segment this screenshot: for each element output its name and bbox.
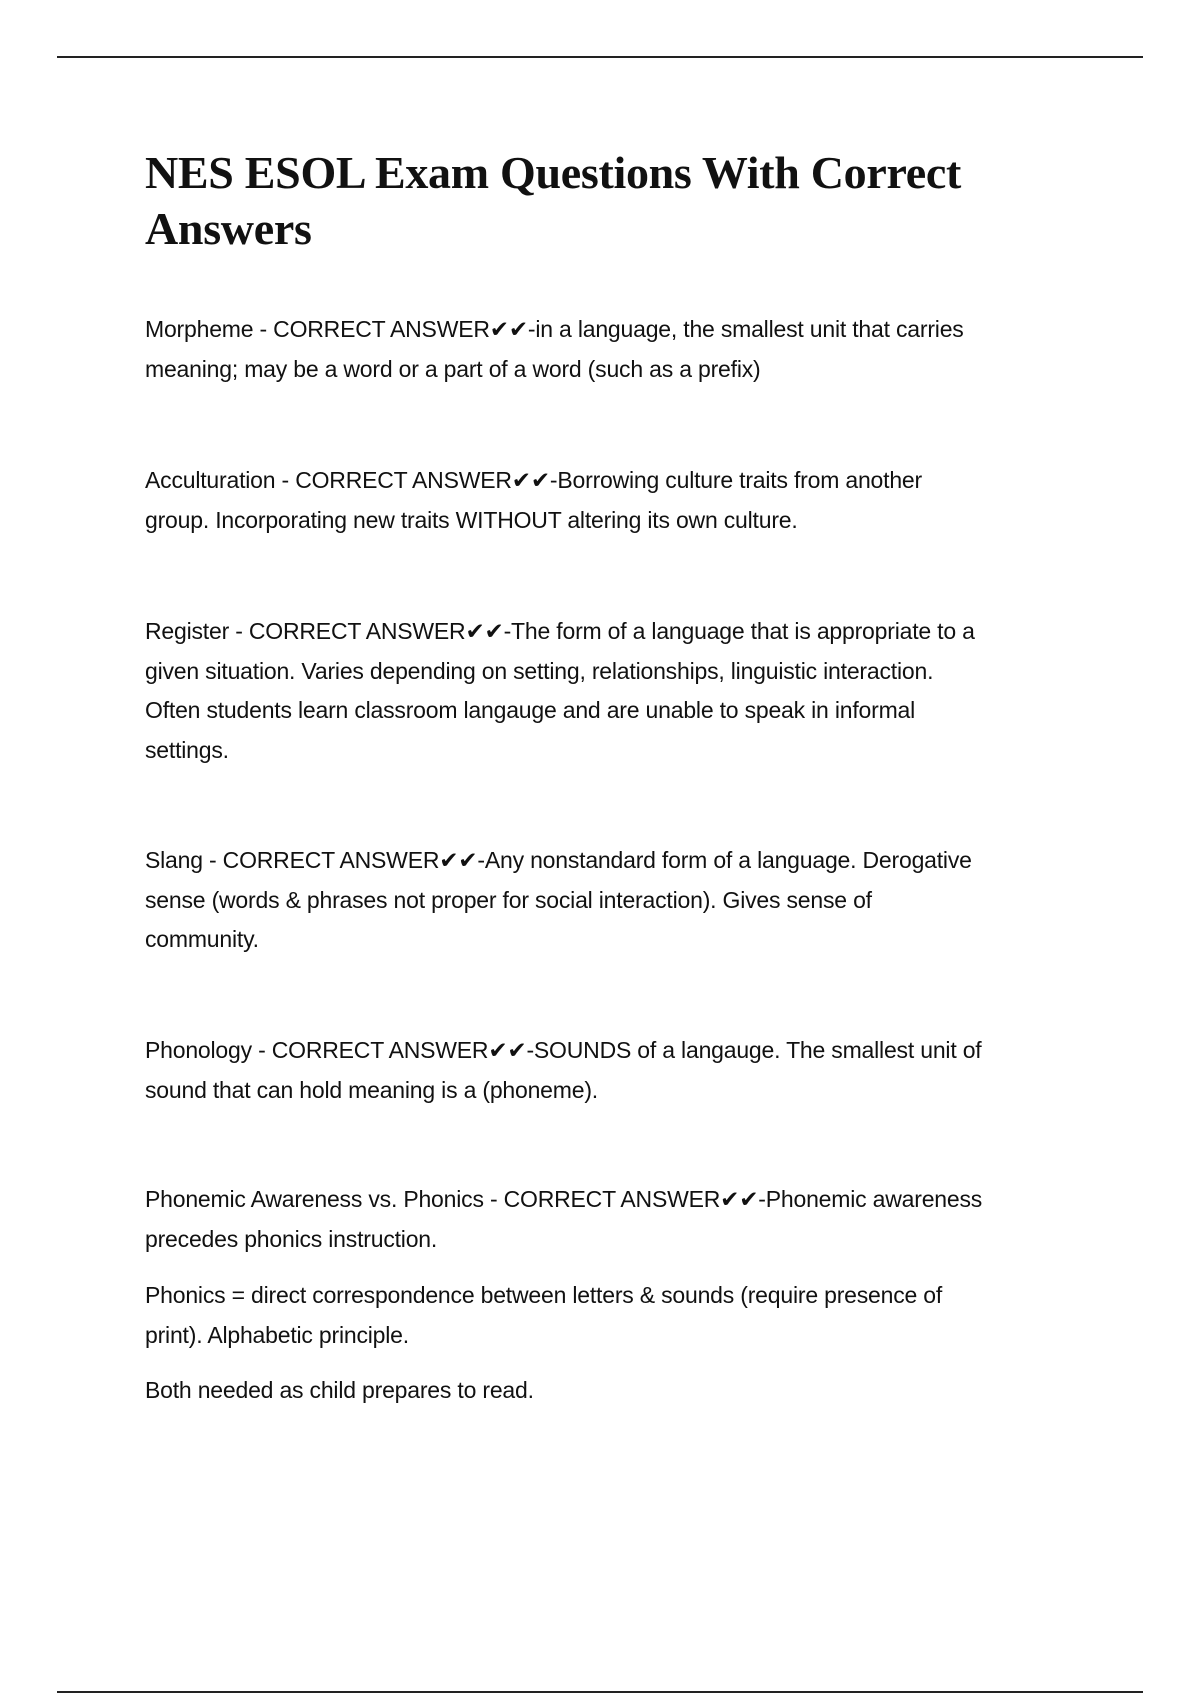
text-line: sound that can hold meaning is a (phoneme). — [145, 1076, 598, 1103]
text-line: print). Alphabetic principle. — [145, 1321, 409, 1348]
text-line: Slang - CORRECT ANSWER✔✔-Any nonstandard form of a language. Derogative — [145, 847, 972, 873]
both-needed-note — [145, 1371, 534, 1411]
qa-register — [145, 612, 975, 770]
text-line: Register - CORRECT ANSWER✔✔-The form of a language that is appropriate to a — [145, 618, 975, 644]
text-line: meaning; may be a word or a part of a word (such as a prefix) — [145, 355, 761, 382]
text-line: community. — [145, 926, 259, 952]
text-line: Both needed as child prepares to read. — [145, 1377, 534, 1403]
phonics-definition — [145, 1276, 942, 1355]
document-title — [145, 145, 1065, 257]
text-line: settings. — [145, 736, 229, 763]
text-line: given situation. Varies depending on setting, relationships, linguistic interaction. — [145, 657, 934, 684]
header-rule — [57, 56, 1143, 58]
text-line: Phonology - CORRECT ANSWER✔✔-SOUNDS of a langauge. The smallest unit of — [145, 1037, 982, 1063]
qa-phonemic-awareness — [145, 1180, 982, 1259]
text-line: Morpheme - CORRECT ANSWER✔✔-in a language, the smallest unit that carries — [145, 316, 964, 342]
text-line: group. Incorporating new traits WITHOUT altering its own culture. — [145, 506, 798, 533]
text-line: Often students learn classroom langauge and are unable to speak in informal — [145, 697, 916, 723]
qa-morpheme — [145, 310, 964, 389]
text-line: Acculturation - CORRECT ANSWER✔✔-Borrowing culture traits from another — [145, 467, 922, 493]
qa-acculturation — [145, 461, 922, 540]
text-line: sense (words & phrases not proper for social interaction). Gives sense of — [145, 886, 872, 913]
text-line: precedes phonics instruction. — [145, 1225, 438, 1252]
qa-slang — [145, 841, 972, 960]
qa-phonology — [145, 1031, 982, 1110]
footer-rule — [57, 1691, 1143, 1693]
text-line: Phonics = direct correspondence between letters & sounds (require presence of — [145, 1282, 943, 1308]
title-line: Answers — [145, 203, 312, 254]
title-line: NES ESOL Exam Questions With Correct — [145, 147, 962, 198]
text-line: Phonemic Awareness vs. Phonics - CORRECT ANSWER✔✔-Phonemic awareness — [145, 1186, 983, 1212]
